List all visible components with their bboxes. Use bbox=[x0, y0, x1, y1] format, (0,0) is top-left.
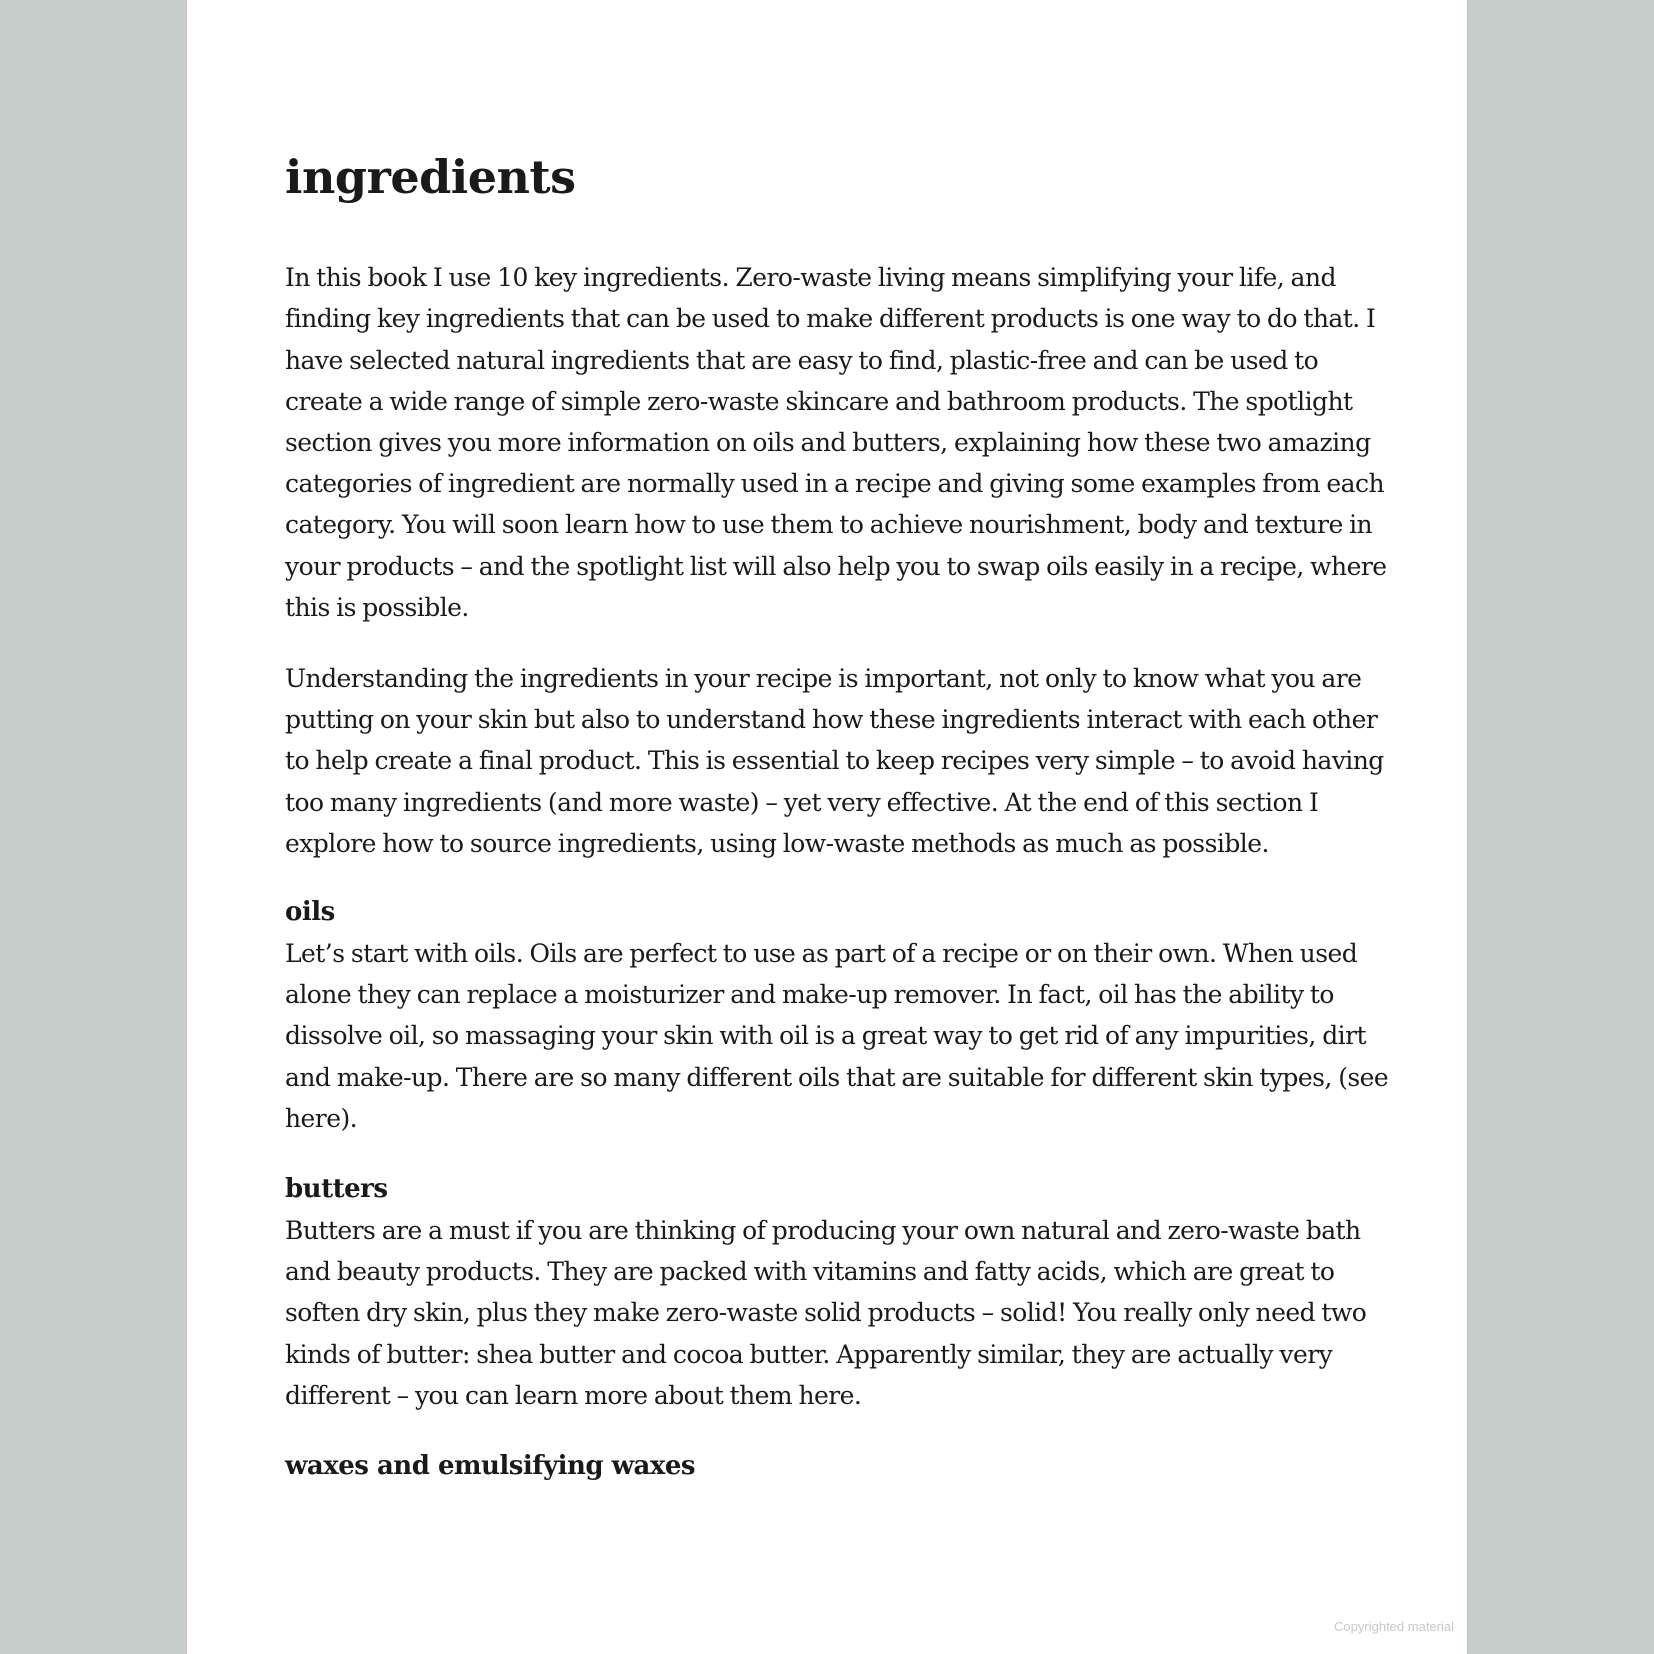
page-content bbox=[285, 150, 1395, 1487]
intro-paragraph-1: In this book I use 10 key ingredients. Zero-waste living means simplifying your life, and finding key ingredients that can be used to make different products is one way to do that. I have selected natural ingredients that are easy to find, plastic-free and can be used to create a wide range of simple zero-waste skincare and bathroom products. The spotlight section gives you more information on oils and butters, explaining how these two amazing categories of ingredient are normally used in a recipe and giving some examples from each category. You will soon learn how to use them to achieve nourishment, body and texture in your products – and the spotlight list will also help you to swap oils easily in a recipe, where this is possible. bbox=[285, 263, 1387, 622]
page-title: ingredients bbox=[285, 150, 576, 204]
copyright-notice: Copyrighted material bbox=[1334, 1619, 1454, 1634]
section-heading-waxes: waxes and emulsifying waxes bbox=[285, 1451, 696, 1482]
book-page bbox=[187, 0, 1467, 1654]
section-body-oils: Let’s start with oils. Oils are perfect to use as part of a recipe or on their own. When used alone they can replace a moisturizer and make-up remover. In fact, oil has the ability to dissolve oil, so massaging your skin with oil is a great way to get rid of any impurities, dirt and make-up. There are so many different oils that are suitable for different skin types, (see here). bbox=[285, 939, 1389, 1133]
intro-paragraph-2: Understanding the ingredients in your recipe is important, not only to know what you are putting on your skin but also to understand how these ingredients interact with each other to help create a final product. This is essential to keep recipes very simple – to avoid having too many ingredients (and more waste) – yet very effective. At the end of this section I explore how to source ingredients, using low-waste methods as much as possible. bbox=[285, 664, 1384, 858]
section-heading-oils: oils bbox=[285, 897, 335, 928]
section-heading-butters: butters bbox=[285, 1174, 388, 1205]
section-body-butters: Butters are a must if you are thinking of producing your own natural and zero-waste bath and beauty products. They are packed with vitamins and fatty acids, which are great to soften dry skin, plus they make zero-waste solid products – solid! You really only need two kinds of butter: shea butter and cocoa butter. Apparently similar, they are actually very different – you can learn more about them here. bbox=[285, 1216, 1367, 1410]
